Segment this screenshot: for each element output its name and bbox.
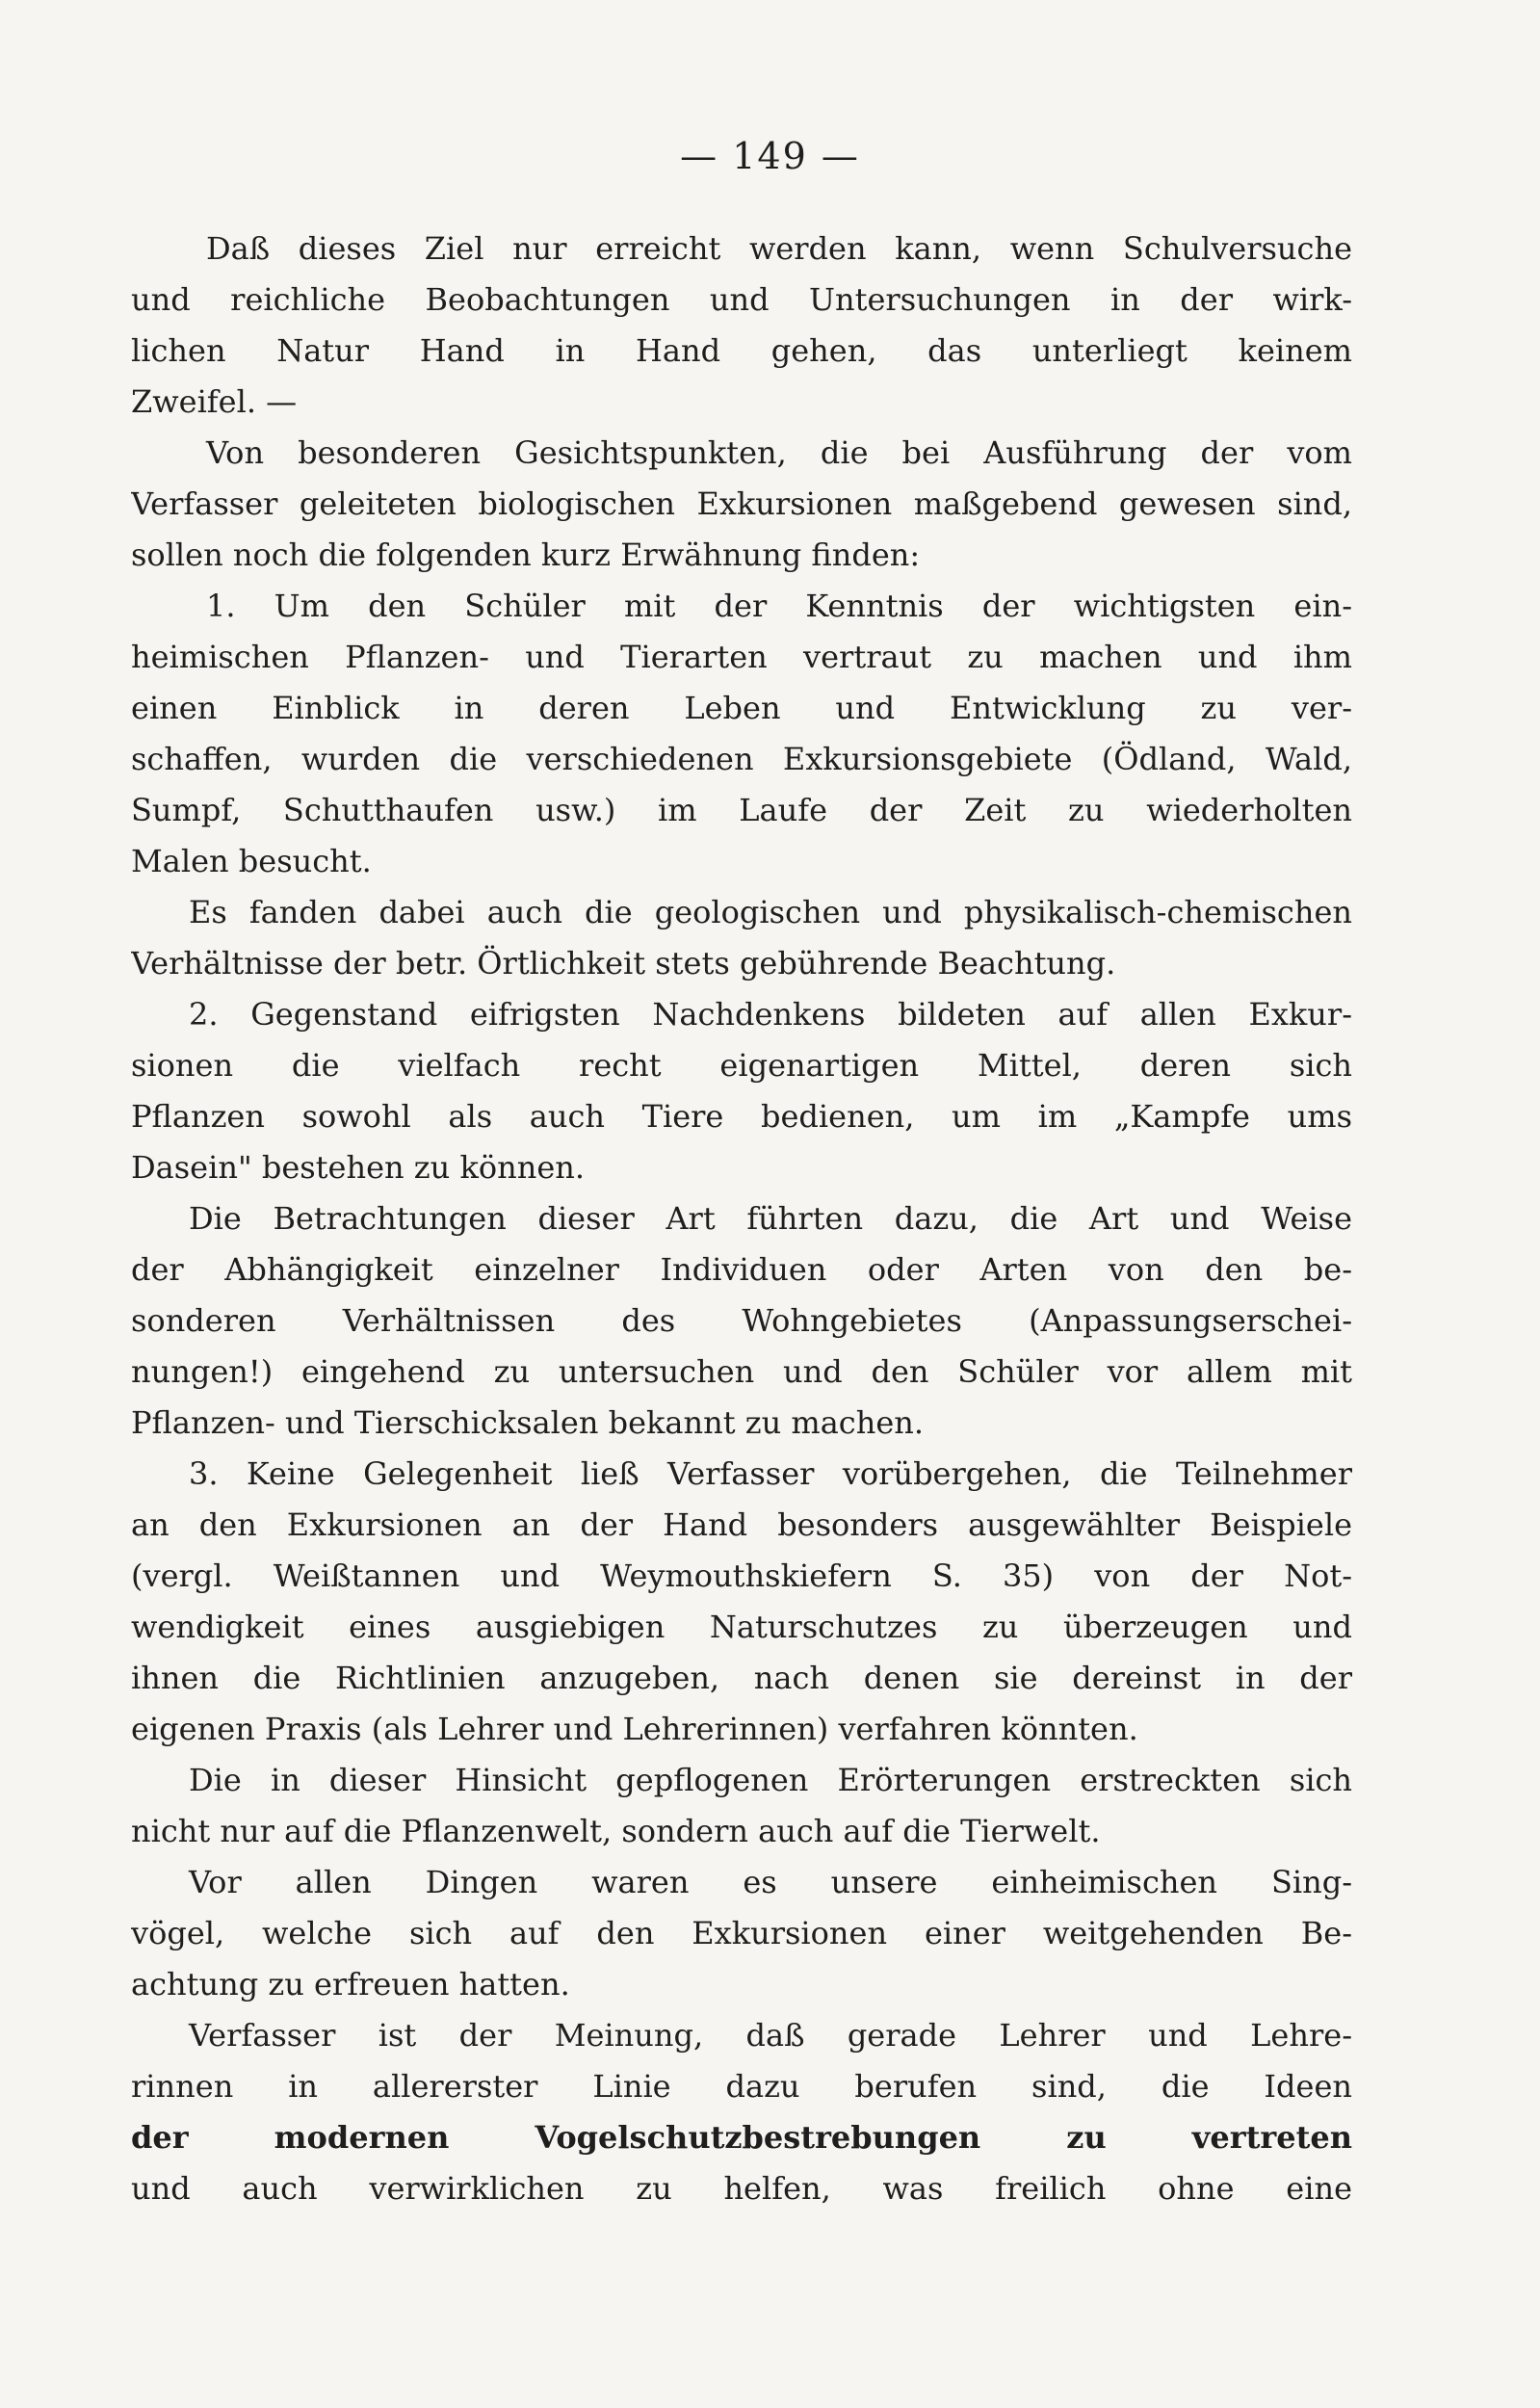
text-line: ihnen die Richtlinien anzugeben, nach denen sie dereinst in der: [131, 1660, 1352, 1696]
text-line: rinnen in allererster Linie dazu berufen sind, die Ideen: [131, 2068, 1352, 2105]
text-line: Pflanzen- und Tierschicksalen bekannt zu machen.: [131, 1404, 925, 1441]
text-line: vögel, welche sich auf den Exkursionen einer weitgehenden Be-: [131, 1915, 1352, 1951]
text-line: Die in dieser Hinsicht gepflogenen Erörterungen erstreckten sich: [189, 1762, 1352, 1798]
text-line: einen Einblick in deren Leben und Entwicklung zu ver-: [131, 690, 1352, 726]
text-line: Verfasser ist der Meinung, daß gerade Lehrer und Lehre-: [189, 2017, 1352, 2054]
text-line: schaffen, wurden die verschiedenen Exkursionsgebiete (Ödland, Wald,: [131, 741, 1352, 777]
text-line: Pflanzen sowohl als auch Tiere bedienen, um im „Kampfe ums: [131, 1098, 1352, 1135]
text-line: sonderen Verhältnissen des Wohngebietes (Anpassungserschei-: [131, 1302, 1352, 1339]
text-line: Die Betrachtungen dieser Art führten dazu, die Art und Weise: [189, 1200, 1352, 1237]
text-line: 1. Um den Schüler mit der Kenntnis der wichtigsten ein-: [206, 588, 1352, 624]
text-line: und auch verwirklichen zu helfen, was freilich ohne eine: [131, 2170, 1352, 2207]
text-line: Verhältnisse der betr. Örtlichkeit stets gebührende Beachtung.: [131, 945, 1116, 982]
text-line: 3. Keine Gelegenheit ließ Verfasser vorübergehen, die Teilnehmer: [189, 1455, 1352, 1492]
text-line: an den Exkursionen an der Hand besonders ausgewählter Beispiele: [131, 1506, 1352, 1543]
text-line: eigenen Praxis (als Lehrer und Lehrerinnen) verfahren könnten.: [131, 1711, 1138, 1747]
text-line: achtung zu erfreuen hatten.: [131, 1966, 570, 2002]
text-line: Es fanden dabei auch die geologischen und physikalisch-chemischen: [189, 894, 1352, 930]
text-line: Zweifel. —: [131, 383, 298, 420]
body-text: [131, 223, 1352, 2214]
text-line: Malen besucht.: [131, 843, 372, 879]
text-line: sionen die vielfach recht eigenartigen Mittel, deren sich: [131, 1047, 1352, 1084]
text-line: sollen noch die folgenden kurz Erwähnung finden:: [131, 537, 921, 573]
text-line: der Abhängigkeit einzelner Individuen oder Arten von den be-: [131, 1251, 1352, 1288]
text-line: Dasein" bestehen zu können.: [131, 1149, 586, 1186]
text-line: heimischen Pflanzen- und Tierarten vertraut zu machen und ihm: [131, 639, 1352, 675]
text-line: Daß dieses Ziel nur erreicht werden kann, wenn Schulversuche: [206, 230, 1352, 267]
text-line: Verfasser geleiteten biologischen Exkursionen maßgebend gewesen sind,: [131, 485, 1352, 522]
text-line: der modernen Vogelschutzbestrebungen zu vertreten: [131, 2119, 1352, 2156]
text-line: wendigkeit eines ausgiebigen Naturschutzes zu überzeugen und: [131, 1609, 1352, 1645]
text-line: 2. Gegenstand eifrigsten Nachdenkens bildeten auf allen Exkur-: [189, 996, 1352, 1033]
text-line: nungen!) eingehend zu untersuchen und den Schüler vor allem mit: [131, 1353, 1352, 1390]
text-line: Sumpf, Schutthaufen usw.) im Laufe der Zeit zu wiederholten: [131, 792, 1352, 828]
text-line: (vergl. Weißtannen und Weymouthskiefern S. 35) von der Not-: [131, 1557, 1352, 1594]
text-line: lichen Natur Hand in Hand gehen, das unterliegt keinem: [131, 332, 1352, 369]
text-line: und reichliche Beobachtungen und Untersuchungen in der wirk-: [131, 281, 1352, 318]
page-number: — 149 —: [680, 135, 860, 177]
text-line: nicht nur auf die Pflanzenwelt, sondern auch auf die Tierwelt.: [131, 1813, 1101, 1849]
text-line: Von besonderen Gesichtspunkten, die bei Ausführung der vom: [206, 434, 1352, 471]
text-line: Vor allen Dingen waren es unsere einheimischen Sing-: [189, 1864, 1352, 1900]
